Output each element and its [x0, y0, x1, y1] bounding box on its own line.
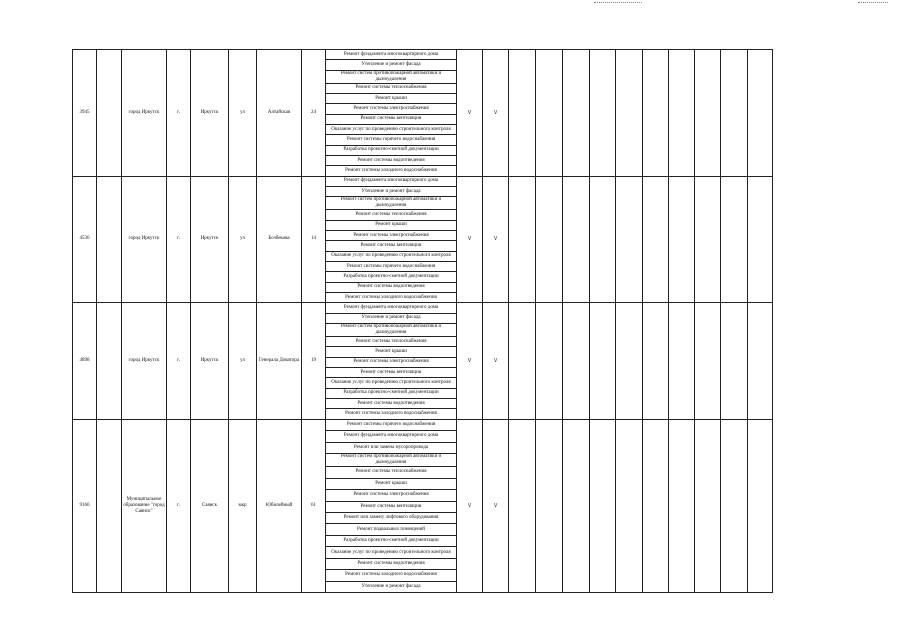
record-municipality: город Иркутск [122, 50, 167, 177]
record-city: Иркутск [191, 303, 229, 420]
work-item: Ремонт системы горячего водоснабжения [326, 135, 457, 145]
record-blank-col [97, 50, 122, 177]
checkmark-2: V [483, 176, 509, 303]
work-item: Ремонт фундамента многоквартирного дома [326, 303, 457, 313]
work-item: Ремонт фундамента многоквартирного дома [326, 431, 457, 442]
work-item: Ремонт системы водоотведения [326, 155, 457, 165]
work-item: Разработка проектно-сметной документации [326, 272, 457, 282]
work-item: Ремонт крыши [326, 93, 457, 103]
empty-cell [748, 419, 773, 592]
work-item: Ремонт фундамента многоквартирного дома [326, 50, 457, 60]
empty-cell [643, 419, 669, 592]
work-item: Оказание услуг по проведению строительного контроля [326, 251, 457, 261]
work-item: Утепление и ремонт фасада [326, 313, 457, 323]
register-body [73, 50, 773, 593]
work-item: Ремонт системы вентиляции [326, 368, 457, 378]
empty-cell [695, 303, 721, 420]
work-item: Ремонт системы теплоснабжения [326, 210, 457, 220]
empty-cell [721, 50, 748, 177]
work-item: Утепление и ремонт фасада [326, 60, 457, 70]
work-item: Ремонт системы вентиляции [326, 114, 457, 124]
record-house-number: 19 [302, 303, 326, 420]
checkmark-1: V [457, 303, 483, 420]
work-item: Оказание услуг по проведению строительного контроля [326, 547, 457, 558]
empty-cell [590, 419, 616, 592]
record-street: Генерала Доватора [257, 303, 302, 420]
work-item: Ремонт системы теплоснабжения [326, 467, 457, 478]
empty-cell [748, 176, 773, 303]
work-item: Ремонт системы холодного водоснабжения [326, 570, 457, 581]
empty-cell [669, 50, 695, 177]
work-item: Ремонт или замена мусоропровода [326, 442, 457, 453]
table-row [73, 176, 773, 186]
work-item: Утепление и ремонт фасада [326, 581, 457, 592]
work-item: Ремонт системы холодного водоснабжения [326, 409, 457, 419]
table-row [73, 303, 773, 313]
work-item: Ремонт системы холодного водоснабжения [326, 166, 457, 176]
record-street: Алтайская [257, 50, 302, 177]
work-item: Ремонт системы теплоснабжения [326, 336, 457, 346]
record-street: Юбилейный [257, 419, 302, 592]
empty-cell [563, 419, 590, 592]
work-item: Ремонт систем противопожарной автоматики и дымоудаления [326, 323, 457, 336]
work-item: Разработка проектно-сметной документации [326, 145, 457, 155]
work-item: Разработка проектно-сметной документации [326, 388, 457, 398]
empty-cell [509, 419, 536, 592]
work-item: Ремонт системы горячего водоснабжения [326, 419, 457, 430]
record-id: 4898 [73, 303, 97, 420]
empty-cell [695, 419, 721, 592]
table-row [73, 419, 773, 430]
work-item: Ремонт подвальных помещений [326, 524, 457, 535]
empty-cell [616, 303, 643, 420]
checkmark-1: V [457, 176, 483, 303]
record-locality-type: г. [167, 176, 191, 303]
empty-cell [509, 176, 536, 303]
record-street-type: ул [229, 176, 257, 303]
empty-cell [721, 176, 748, 303]
record-house-number: 14 [302, 176, 326, 303]
record-blank-col [97, 419, 122, 592]
empty-cell [590, 50, 616, 177]
work-item: Ремонт системы водоотведения [326, 558, 457, 569]
housing-repair-register-table [72, 49, 773, 593]
empty-cell [721, 419, 748, 592]
work-item: Ремонт системы электроснабжения [326, 104, 457, 114]
empty-cell [536, 303, 563, 420]
record-city: Саянск [191, 419, 229, 592]
record-street-type: мкр [229, 419, 257, 592]
record-city: Иркутск [191, 176, 229, 303]
record-street: Бозбекова [257, 176, 302, 303]
work-item: Ремонт крыши [326, 347, 457, 357]
empty-cell [695, 50, 721, 177]
work-item: Ремонт систем противопожарной автоматики и дымоудаления [326, 197, 457, 210]
work-item: Ремонт системы водоотведения [326, 282, 457, 292]
record-id: 4536 [73, 176, 97, 303]
work-item: Ремонт системы холодного водоснабжения [326, 292, 457, 302]
empty-cell [616, 50, 643, 177]
empty-cell [748, 50, 773, 177]
empty-cell [643, 303, 669, 420]
record-street-type: ул [229, 50, 257, 177]
empty-cell [695, 176, 721, 303]
work-item: Разработка проектно-сметной документации [326, 535, 457, 546]
record-blank-col [97, 176, 122, 303]
scan-artifact [594, 2, 642, 5]
empty-cell [748, 303, 773, 420]
record-locality-type: г. [167, 303, 191, 420]
empty-cell [616, 419, 643, 592]
work-item: Ремонт или замену лифтового оборудования [326, 512, 457, 523]
work-item: Ремонт системы теплоснабжения [326, 83, 457, 93]
record-id: 3945 [73, 50, 97, 177]
work-item: Ремонт системы электроснабжения [326, 230, 457, 240]
table-row [73, 50, 773, 60]
record-locality-type: г. [167, 419, 191, 592]
empty-cell [563, 50, 590, 177]
scan-artifact [858, 2, 888, 5]
work-item: Ремонт систем противопожарной автоматики и дымоудаления [326, 454, 457, 467]
work-item: Ремонт систем противопожарной автоматики и дымоудаления [326, 70, 457, 83]
checkmark-2: V [483, 419, 509, 592]
record-street-type: ул [229, 303, 257, 420]
empty-cell [509, 303, 536, 420]
empty-cell [616, 176, 643, 303]
empty-cell [643, 50, 669, 177]
record-house-number: 61 [302, 419, 326, 592]
empty-cell [721, 303, 748, 420]
work-item: Ремонт системы вентиляции [326, 241, 457, 251]
record-municipality: город Иркутск [122, 176, 167, 303]
checkmark-2: V [483, 303, 509, 420]
work-item: Ремонт системы водоотведения [326, 399, 457, 409]
work-item: Оказание услуг по проведению строительного контроля [326, 124, 457, 134]
checkmark-2: V [483, 50, 509, 177]
record-municipality: Муниципальное образование "город Саянск" [122, 419, 167, 592]
work-item: Ремонт системы горячего водоснабжения [326, 261, 457, 271]
record-locality-type: г. [167, 50, 191, 177]
empty-cell [563, 303, 590, 420]
empty-cell [509, 50, 536, 177]
record-blank-col [97, 303, 122, 420]
record-city: Иркутск [191, 50, 229, 177]
record-municipality: город Иркутск [122, 303, 167, 420]
checkmark-1: V [457, 50, 483, 177]
work-item: Ремонт системы электроснабжения [326, 357, 457, 367]
empty-cell [669, 419, 695, 592]
work-item: Утепление и ремонт фасада [326, 186, 457, 196]
work-item: Ремонт крыши [326, 478, 457, 489]
empty-cell [536, 50, 563, 177]
empty-cell [590, 176, 616, 303]
work-item: Ремонт фундамента многоквартирного дома [326, 176, 457, 186]
empty-cell [669, 303, 695, 420]
work-item: Ремонт системы вентиляции [326, 501, 457, 512]
work-item: Ремонт крыши [326, 220, 457, 230]
empty-cell [536, 419, 563, 592]
empty-cell [669, 176, 695, 303]
work-item: Оказание услуг по проведению строительного контроля [326, 378, 457, 388]
empty-cell [590, 303, 616, 420]
empty-cell [643, 176, 669, 303]
work-item: Ремонт системы электроснабжения [326, 490, 457, 501]
checkmark-1: V [457, 419, 483, 592]
record-id: 9166 [73, 419, 97, 592]
record-house-number: 24 [302, 50, 326, 177]
empty-cell [536, 176, 563, 303]
empty-cell [563, 176, 590, 303]
